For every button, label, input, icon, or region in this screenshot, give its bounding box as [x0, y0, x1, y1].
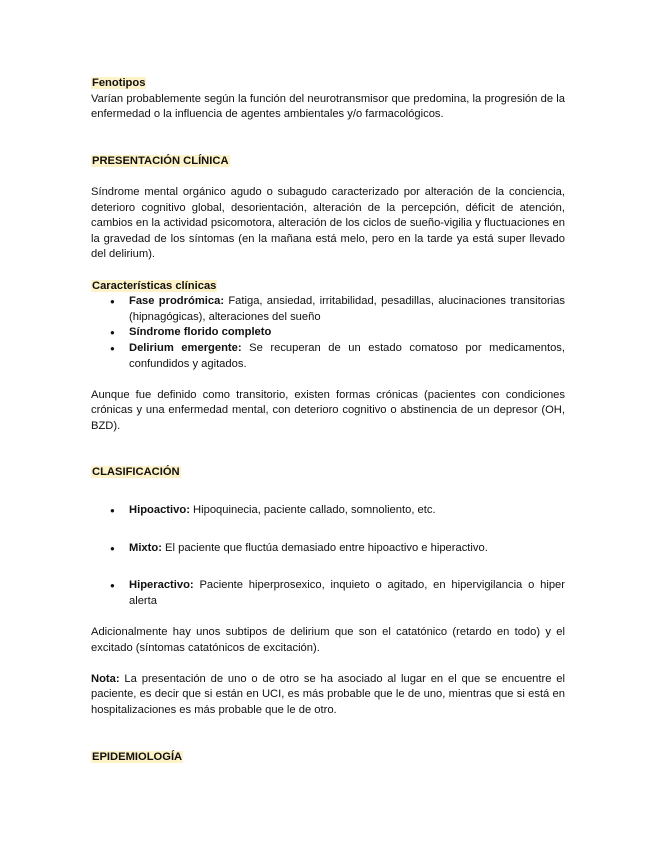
caracteristicas-heading: Características clínicas: [92, 279, 217, 292]
caracteristicas-list: [91, 294, 565, 372]
item-text: Hipoquinecia, paciente callado, somnoliento, etc.: [189, 504, 436, 517]
note-label: Nota:: [91, 672, 120, 685]
item-text: Paciente hiperprosexico, inquieto o agitado, en hipervigilancia o hiper alerta: [129, 579, 565, 607]
fenotipos-heading: Fenotipos: [92, 77, 146, 89]
presentacion-heading-line: [91, 154, 565, 170]
presentacion-heading: PRESENTACIÓN CLÍNICA: [92, 154, 229, 167]
clasificacion-list: [91, 503, 565, 609]
list-item: [91, 325, 565, 341]
fenotipos-heading-line: [91, 76, 565, 92]
fenotipos-paragraph: Varían probablemente según la función del neurotransmisor que predomina, la progresión de la enfermedad o la influencia de agentes ambientales y/o farmacológicos.: [91, 92, 565, 121]
caracteristicas-heading-line: [91, 279, 565, 295]
list-item: [91, 503, 565, 519]
presentacion-paragraph: Síndrome mental orgánico agudo o subagudo caracterizado por alteración de la conciencia, deterioro cognitivo global, desorientación, alteración de la percepción, déficit de atención, cambios en la actividad psicomotora, alteración de los ciclos de sueño-vigilia y fluctuaciones en la gravedad de los síntomas (en la mañana está melo, pero en la tarde ya está super llevado del delirium).: [91, 185, 565, 261]
caracteristicas-note: Aunque fue definido como transitorio, existen formas crónicas (pacientes con condiciones crónicas y una enfermedad mental, con deterioro cognitivo o abstinencia de un depresor (OH, BZD).: [91, 388, 565, 432]
item-text: El paciente que fluctúa demasiado entre hipoactivo e hiperactivo.: [161, 541, 488, 554]
epidemiologia-heading-line: [91, 750, 565, 766]
clasificacion-extra-paragraph: Adicionalmente hay unos subtipos de delirium que son el catatónico (retardo en todo) y el excitado (síntomas catatónicos de excitación).: [91, 626, 565, 654]
list-item: [91, 578, 565, 609]
item-label: Mixto:: [129, 541, 162, 554]
list-item: [91, 294, 565, 325]
item-label: Delirium emergente:: [129, 341, 242, 354]
item-text: Fatiga, ansiedad, irritabilidad, pesadillas, alucinaciones transitorias (hipnagógicas), alteraciones del sueño: [129, 295, 565, 323]
epidemiologia-heading: EPIDEMIOLOGÍA: [92, 750, 183, 763]
item-label: Síndrome florido completo: [129, 326, 272, 339]
item-label: Hiperactivo:: [129, 579, 194, 592]
document-page: [91, 76, 565, 765]
item-label: Fase prodrómica:: [129, 295, 225, 308]
item-label: Hipoactivo:: [129, 504, 190, 517]
clasificacion-note-paragraph: [91, 672, 565, 719]
note-text: La presentación de uno o de otro se ha asociado al lugar en el que se encuentre el paciente, es decir que si están en UCI, es más probable que le de uno, mientras que si está en hospitalizaciones es más probable que le de otro.: [91, 672, 565, 716]
list-item: [91, 341, 565, 372]
clasificacion-heading: CLASIFICACIÓN: [92, 466, 180, 479]
list-item: [91, 541, 565, 557]
item-text: Se recuperan de un estado comatoso por medicamentos, confundidos y agitados.: [129, 341, 565, 370]
clasificacion-heading-line: [91, 465, 565, 481]
